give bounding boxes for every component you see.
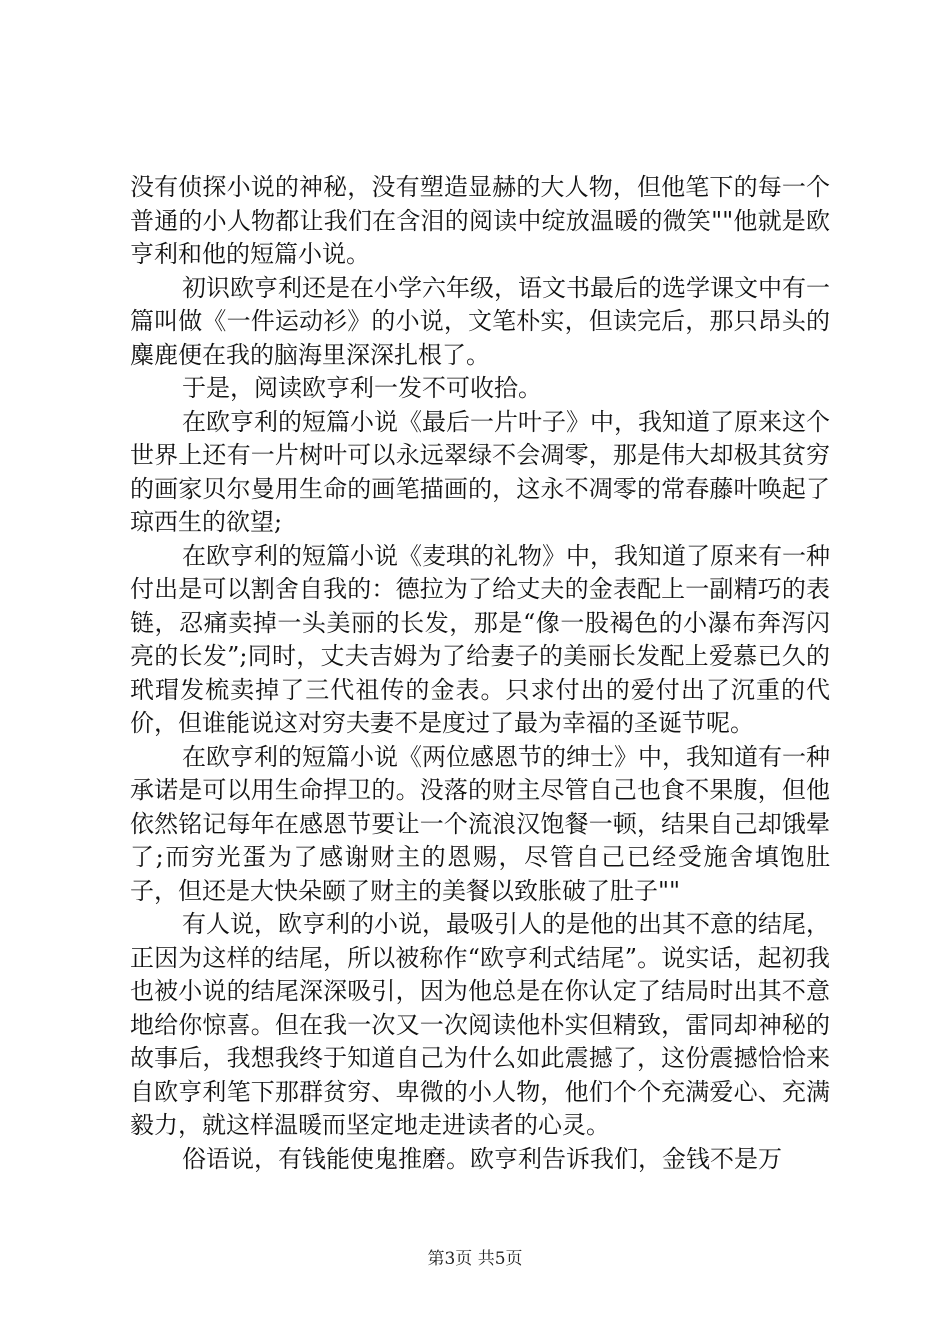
paragraph-4: 在欧亨利的短篇小说《最后一片叶子》中，我知道了原来这个世界上还有一片树叶可以永远翠绿不会凋零，那是伟大却极其贫穷的画家贝尔曼用生命的画笔描画的，这永不凋零的常春藤叶唤起了琼西生的欲望; <box>130 407 830 536</box>
paragraph-8: 俗语说，有钱能使鬼推磨。欧亨利告诉我们，金钱不是万 <box>182 1144 782 1173</box>
paragraph-5: 在欧亨利的短篇小说《麦琪的礼物》中，我知道了原来有一种付出是可以割舍自我的：德拉为了给丈夫的金表配上一副精巧的表链，忍痛卖掉一头美丽的长发，那是“像一股褐色的小瀑布奔泻闪亮的长发”;同时，丈夫吉姆为了给妻子的美丽长发配上爱慕已久的玳瑁发梳卖掉了三代祖传的金表。只求付出的爱付出了沉重的代价，但谁能说这对穷夫妻不是度过了最为幸福的圣诞节呢。 <box>130 541 830 737</box>
page-number-footer: 第3页 共5页 <box>427 1249 523 1269</box>
paragraph-2: 初识欧亨利还是在小学六年级，语文书最后的选学课文中有一篇叫做《一件运动衫》的小说，文笔朴实，但读完后，那只昂头的麋鹿便在我的脑海里深深扎根了。 <box>130 273 830 369</box>
body-text <box>130 171 830 1176</box>
paragraph-3: 于是，阅读欧亨利一发不可收拾。 <box>182 374 542 402</box>
paragraph-7: 有人说，欧亨利的小说，最吸引人的是他的出其不意的结尾，正因为这样的结尾，所以被称作“欧亨利式结尾”。说实话，起初我也被小说的结尾深深吸引，因为他总是在你认定了结局时出其不意地给你惊喜。但在我一次又一次阅读他朴实但精致，雷同却神秘的故事后，我想我终于知道自己为什么如此震撼了，这份震撼恰恰来自欧亨利笔下那群贫穷、卑微的小人物，他们个个充满爱心、充满毅力，就这样温暖而坚定地走进读者的心灵。 <box>130 910 830 1139</box>
paragraph-1: 没有侦探小说的神秘，没有塑造显赫的大人物，但他笔下的每一个普通的小人物都让我们在含泪的阅读中绽放温暖的微笑""他就是欧亨利和他的短篇小说。 <box>130 173 830 268</box>
paragraph-6: 在欧亨利的短篇小说《两位感恩节的绅士》中，我知道有一种承诺是可以用生命捍卫的。没落的财主尽管自己也食不果腹，但他依然铭记每年在感恩节要让一个流浪汉饱餐一顿，结果自己却饿晕了;而穷光蛋为了感谢财主的恩赐，尽管自己已经受施舍填饱肚子，但还是大快朵颐了财主的美餐以致胀破了肚子"" <box>130 742 830 905</box>
